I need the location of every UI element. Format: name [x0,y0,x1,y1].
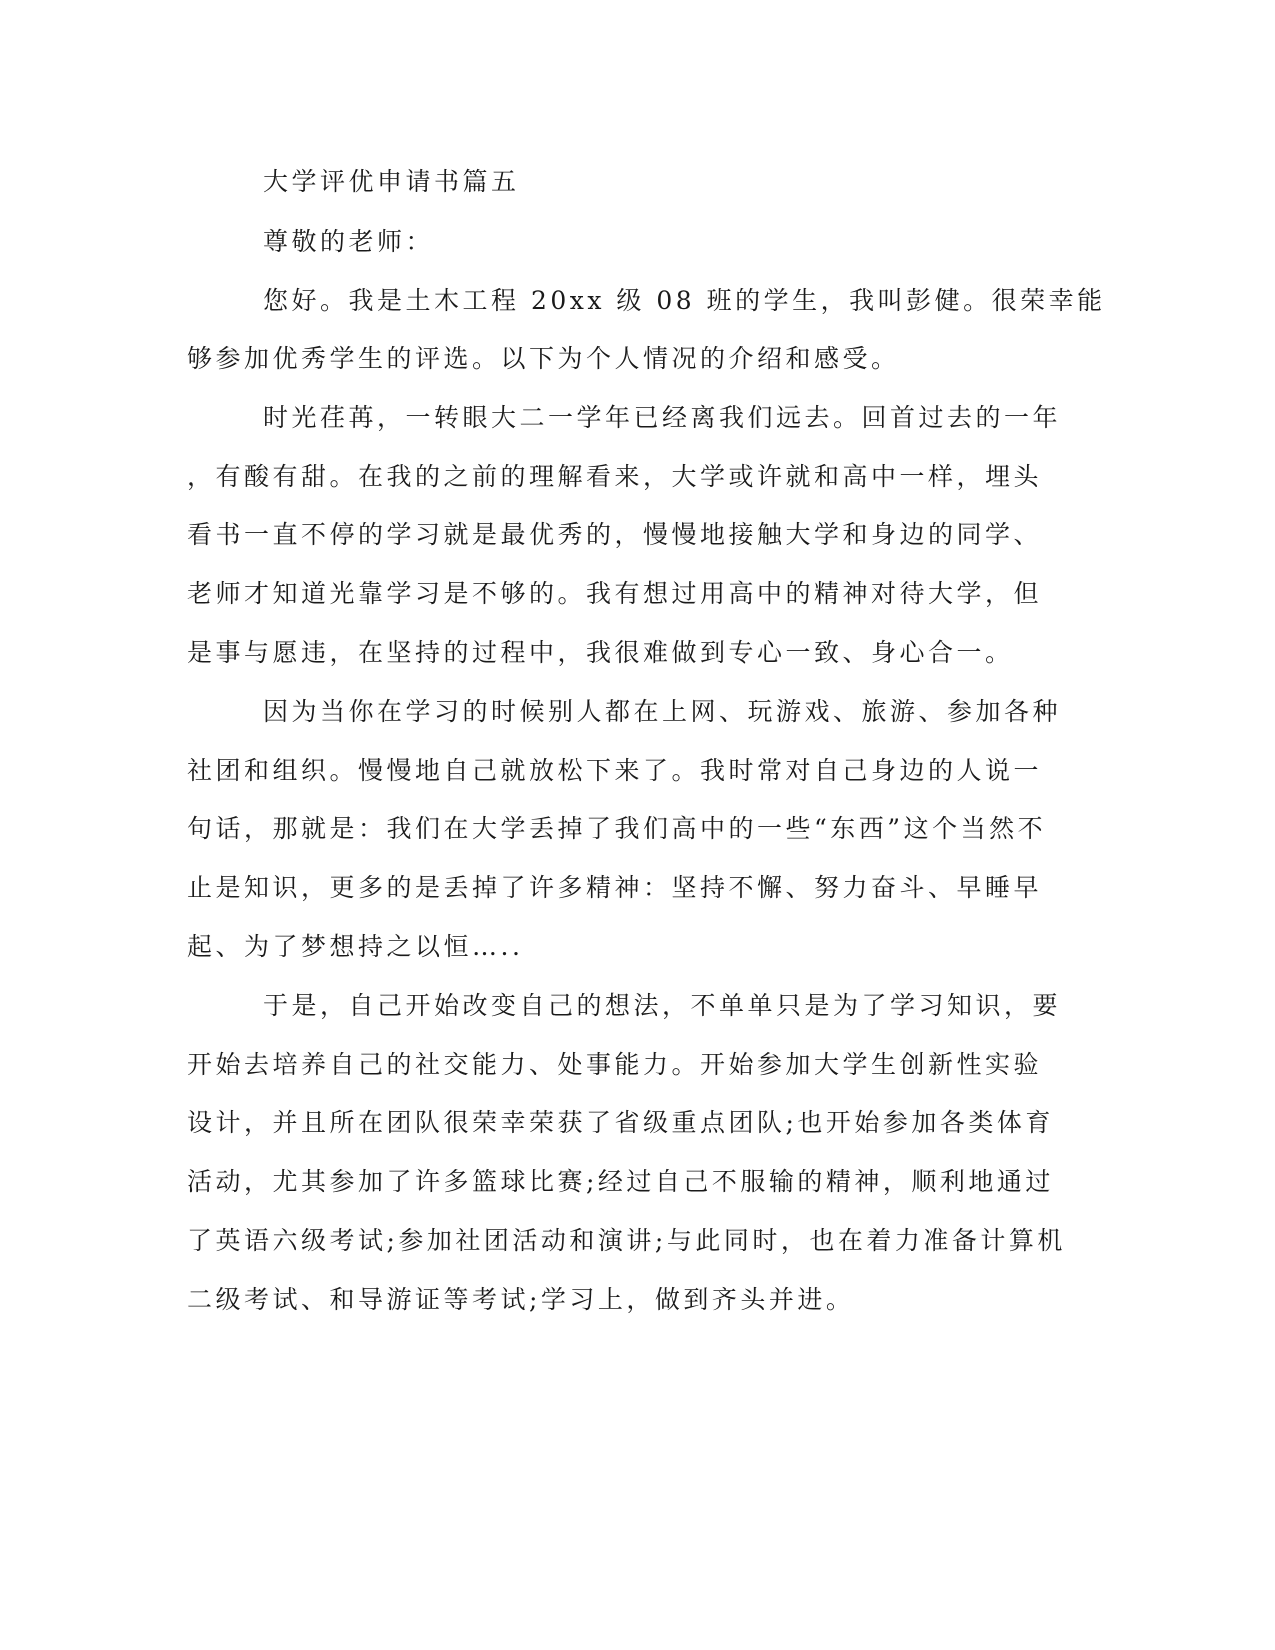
paragraph-3-line-5: 起、为了梦想持之以恒….. [187,932,524,961]
paragraph-3-line-2: 社团和组织。慢慢地自己就放松下来了。我时常对自己身边的人说一 [187,756,1043,785]
paragraph-3-line-1: 因为当你在学习的时候别人都在上网、玩游戏、旅游、参加各种 [263,697,1062,726]
paragraph-3-line-3: 句话，那就是：我们在大学丢掉了我们高中的一些“东西”这个当然不 [187,814,1047,843]
paragraph-4-line-2: 开始去培养自己的社交能力、处事能力。开始参加大学生创新性实验 [187,1050,1043,1079]
paragraph-4-line-4: 活动，尤其参加了许多篮球比赛;经过自己不服输的精神，顺利地通过 [187,1167,1054,1196]
paragraph-1-line-2: 够参加优秀学生的评选。以下为个人情况的介绍和感受。 [187,344,900,373]
document-title: 大学评优申请书篇五 [263,167,520,196]
paragraph-3-line-4: 止是知识，更多的是丢掉了许多精神：坚持不懈、努力奋斗、早睡早 [187,873,1043,902]
paragraph-4-line-3: 设计，并且所在团队很荣幸荣获了省级重点团队;也开始参加各类体育 [187,1108,1054,1137]
paragraph-1-line-1: 您好。我是土木工程 20xx 级 08 班的学生，我叫彭健。很荣幸能 [263,286,1106,315]
salutation: 尊敬的老师： [263,227,435,256]
paragraph-2-line-4: 老师才知道光靠学习是不够的。我有想过用高中的精神对待大学，但 [187,579,1043,608]
paragraph-2-line-5: 是事与愿违，在坚持的过程中，我很难做到专心一致、身心合一。 [187,638,1014,667]
paragraph-2-line-2: ，有酸有甜。在我的之前的理解看来，大学或许就和高中一样，埋头 [187,462,1043,491]
paragraph-4-line-1: 于是，自己开始改变自己的想法，不单单只是为了学习知识，要 [263,991,1062,1020]
paragraph-2-line-3: 看书一直不停的学习就是最优秀的，慢慢地接触大学和身边的同学、 [187,520,1043,549]
paragraph-4-line-6: 二级考试、和导游证等考试;学习上，做到齐头并进。 [187,1285,855,1314]
paragraph-2-line-1: 时光荏苒，一转眼大二一学年已经离我们远去。回首过去的一年 [263,403,1062,432]
paragraph-4-line-5: 了英语六级考试;参加社团活动和演讲;与此同时，也在着力准备计算机 [187,1226,1066,1255]
